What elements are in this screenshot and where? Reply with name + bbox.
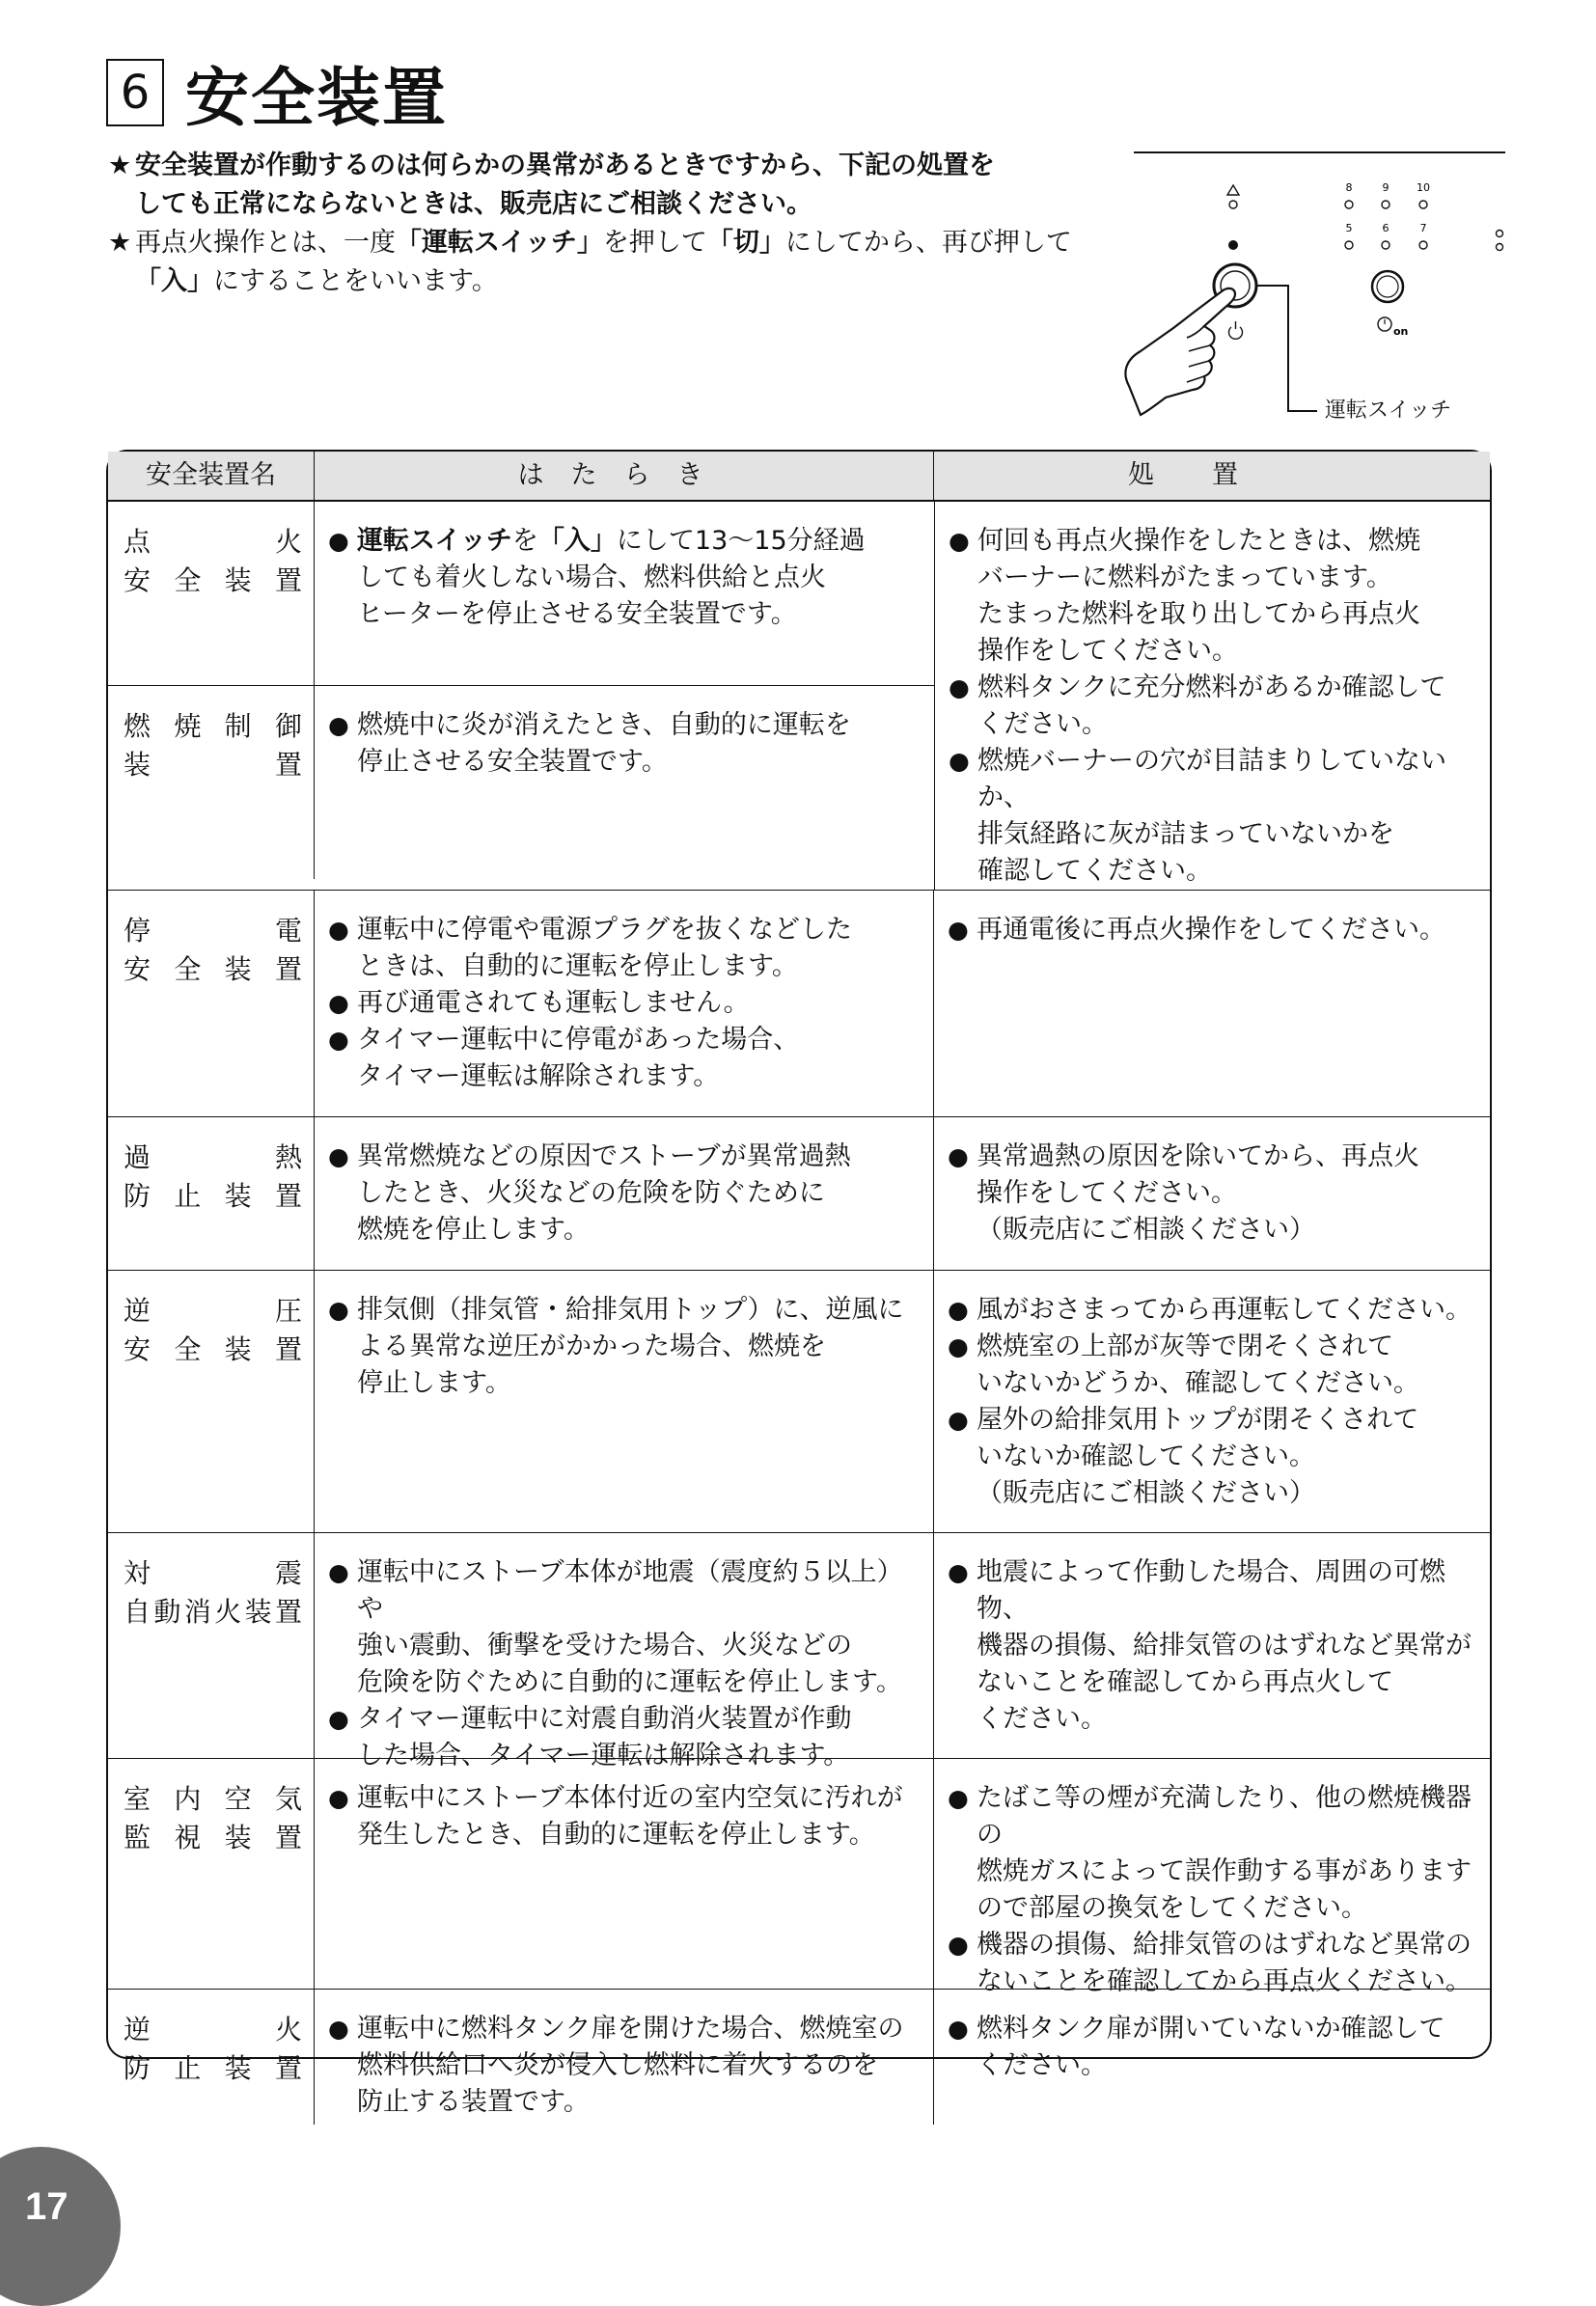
device-action: ● 再通電後に再点火操作をしてください。 (948, 915, 1445, 945)
star-icon: ★ (108, 151, 132, 180)
hand-icon (1125, 288, 1235, 415)
note-2-text: 再点火操作とは、一度「運転スイッチ」を押して「切」にしてから、再び押して 「入」にすることをいいます。 (135, 228, 1072, 296)
device-name: 燃焼制御 装 置 (108, 686, 315, 879)
device-action: ● 地震によって作動した場合、周囲の可燃物、 機器の損傷、給排気管のはずれなど異常が ないことを確認してから再点火して ください。 (948, 1557, 1472, 1734)
control-panel-illustration (1110, 145, 1515, 434)
svg-text:10: 10 (1417, 181, 1430, 194)
svg-text:9: 9 (1382, 181, 1390, 194)
device-name: 過 熱 防止装置 (108, 1117, 315, 1270)
device-function: ● 運転中にストーブ本体が地震（震度約５以上）や 強い震動、衝撃を受けた場合、火災などの 危険を防ぐために自動的に運転を停止します。 ● タイマー運転中に対震自動消火装置が作動 した場合、タイマー運転は解除されます。 (315, 1533, 934, 1758)
header-name: 安全装置名 (108, 452, 315, 500)
note-2 (108, 224, 1083, 301)
device-action: ● 燃料タンク扉が開いていないか確認して ください。 (948, 2014, 1445, 2080)
safety-device-table (106, 450, 1492, 2117)
notes (108, 147, 1083, 301)
page-number: 17 (25, 2185, 69, 2228)
device-action: ● 異常過熱の原因を除いてから、再点火 操作をしてください。 （販売店にご相談ください） (948, 1141, 1419, 1245)
table-row-quake (108, 1533, 1490, 1771)
header-action: 処置 (1128, 460, 1296, 490)
svg-text:on: on (1393, 325, 1409, 338)
table-row-ignition (108, 502, 934, 686)
svg-text:7: 7 (1419, 222, 1427, 234)
svg-text:6: 6 (1382, 222, 1390, 234)
table-header (108, 452, 1490, 502)
device-name: 対 震 自動消火装置 (108, 1533, 315, 1758)
table-row-overheat (108, 1117, 1490, 1271)
section-title (106, 46, 448, 138)
warning-icon (1227, 185, 1239, 195)
section-number: 6 (106, 59, 164, 126)
note-1 (108, 147, 1083, 224)
svg-text:5: 5 (1345, 222, 1353, 234)
header-function: はたらき (315, 452, 934, 500)
table-row-air (108, 1759, 1490, 1996)
device-function: ● 運転スイッチを「入」にして13〜15分経過 しても着火しない場合、燃料供給と点火 ヒーターを停止させる安全装置です。 (328, 526, 866, 629)
svg-text:8: 8 (1345, 181, 1353, 194)
table-row-power (108, 891, 1490, 1117)
table-row-combustion (108, 686, 934, 879)
table-row-backpressure (108, 1271, 1490, 1533)
device-action: ● 何回も再点火操作をしたときは、燃焼 バーナーに燃料がたまっています。 たまった燃料を取り出してから再点火 操作をしてください。 ● 燃料タンクに充分燃料があるか確認して ください。 ● 燃焼バーナーの穴が目詰まりしていないか、 排気経路に灰が詰まっていないかを 確認してください。 (934, 502, 1490, 890)
device-function: ● 運転中にストーブ本体付近の室内空気に汚れが 発生したとき、自動的に運転を停止します。 (315, 1759, 934, 1989)
device-function: ● 燃焼中に炎が消えたとき、自動的に運転を 停止させる安全装置です。 (328, 710, 851, 777)
device-action: ● たばこ等の煙が充満したり、他の燃焼機器の 燃焼ガスによって誤作動する事があります ので部屋の換気をしてください。 ● 機器の損傷、給排気管のはずれなど異常の ないことを確認してから再点火ください。 (948, 1783, 1472, 1996)
note-1-text: 安全装置が作動するのは何らかの異常があるときですから、下記の処置を しても正常にならないときは、販売店にご相談ください。 (135, 151, 995, 219)
star-icon: ★ (108, 228, 132, 258)
power-switch-label: 運転スイッチ (1325, 398, 1452, 423)
device-name: 点 火 安全装置 (108, 502, 315, 685)
device-function: ● 運転中に停電や電源プラグを抜くなどした ときは、自動的に運転を停止します。 ● 再び通電されても運転しません。 ● タイマー運転中に停電があった場合、 タイマー運転は解除されます。 (315, 891, 934, 1116)
device-function: ● 排気側（排気管・給排気用トップ）に、逆風に よる異常な逆圧がかかった場合、燃焼を 停止します。 (315, 1271, 934, 1532)
page-number-badge (0, 2147, 121, 2306)
section-heading: 安全装置 (185, 61, 448, 135)
device-function: ● 運転中に燃料タンク扉を開けた場合、燃焼室の 燃料供給口へ炎が侵入し燃料に着火するのを 防止する装置です。 (315, 1990, 934, 2125)
device-name: 室内空気 監視装置 (108, 1759, 315, 1989)
device-name: 逆 圧 安全装置 (108, 1271, 315, 1532)
merged-rows (108, 502, 1490, 891)
device-function: ● 異常燃焼などの原因でストーブが異常過熱 したとき、火災などの危険を防ぐために 燃焼を停止します。 (315, 1117, 934, 1270)
device-action: ● 風がおさまってから再運転してください。 ● 燃焼室の上部が灰等で閉そくされて いないかどうか、確認してください。 ● 屋外の給排気用トップが閉そくされて いないか確認してください。 （販売店にご相談ください） (948, 1295, 1472, 1508)
device-name: 停 電 安全装置 (108, 891, 315, 1116)
device-name: 逆 火 防止装置 (108, 1990, 315, 2125)
table-row-backfire (108, 1990, 1490, 2125)
